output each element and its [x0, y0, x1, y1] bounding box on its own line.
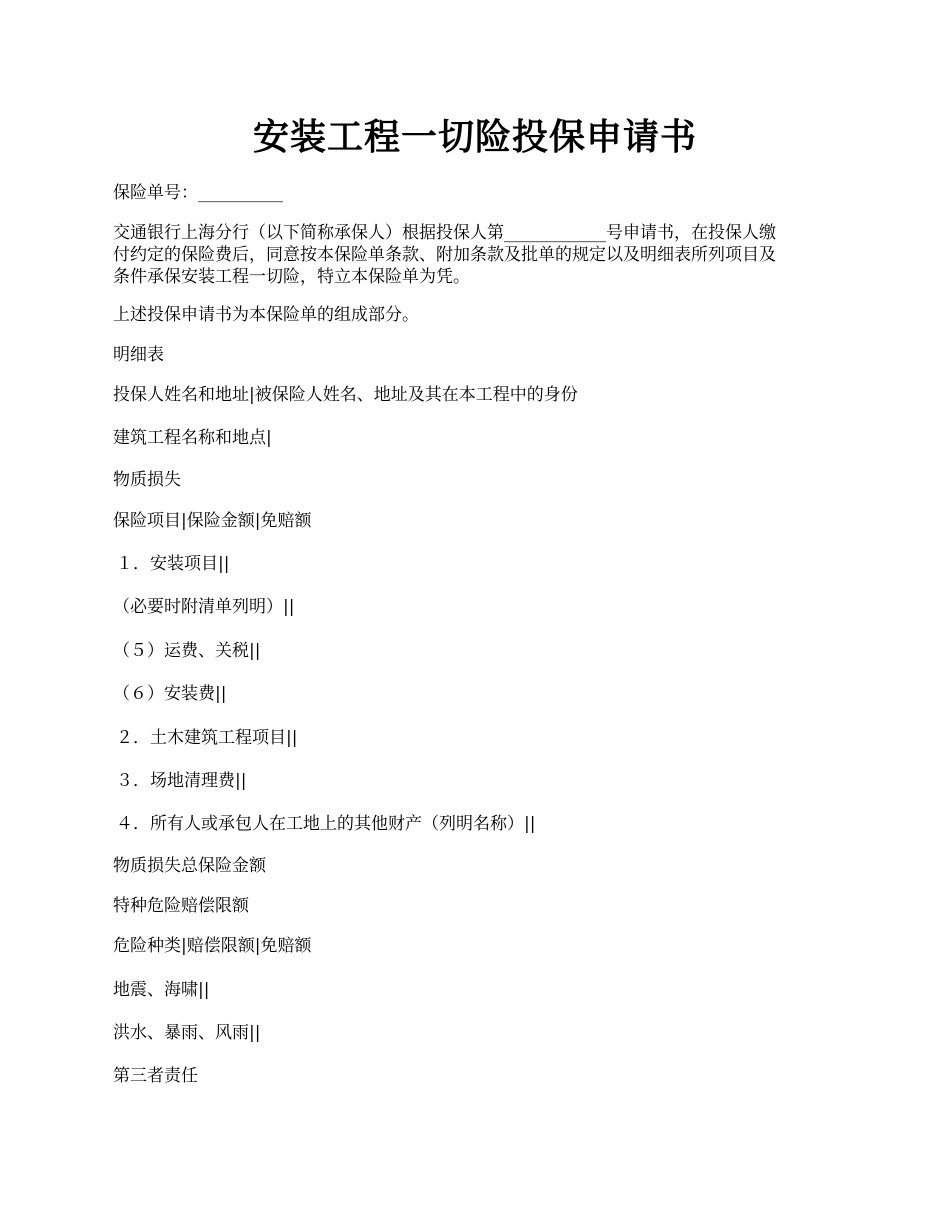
policy-number: 保险单号：__________ — [113, 183, 283, 203]
special-risk-heading: 特种危险赔偿限额 — [113, 896, 249, 916]
list-item: （必要时附清单列明）|| — [113, 597, 295, 617]
parties-row: 投保人姓名和地址|被保险人姓名、地址及其在本工程中的身份 — [113, 385, 578, 405]
list-item: （５）运费、关税|| — [113, 641, 261, 661]
material-loss-heading: 物质损失 — [113, 470, 181, 490]
intro-paragraph — [113, 222, 843, 288]
document-title: 安装工程一切险投保申请书 — [252, 116, 697, 158]
special-risk-header: 危险种类|赔偿限额|免赔额 — [113, 936, 312, 956]
third-party-heading: 第三者责任 — [113, 1066, 198, 1086]
list-item: 洪水、暴雨、风雨|| — [113, 1023, 261, 1043]
intro-line: 条件承保安装工程一切险，特立本保险单为凭。 — [113, 267, 470, 287]
total-material-loss: 物质损失总保险金额 — [113, 856, 266, 876]
list-item: ２．土木建筑工程项目|| — [116, 728, 298, 748]
list-item: ４．所有人或承包人在工地上的其他财产（列明名称）|| — [116, 814, 536, 834]
list-item: １．安装项目|| — [116, 554, 230, 574]
project-row: 建筑工程名称和地点| — [113, 428, 272, 448]
intro-line: 交通银行上海分行（以下简称承保人）根据投保人第____________号申请书，在投保人缴 — [113, 223, 776, 243]
list-item: 地震、海啸|| — [113, 980, 210, 1000]
list-item: （６）安装费|| — [113, 684, 227, 704]
schedule-heading: 明细表 — [113, 345, 164, 365]
material-loss-header: 保险项目|保险金额|免赔额 — [113, 511, 312, 531]
intro-line: 付约定的保险费后，同意按本保险单条款、附加条款及批单的规定以及明细表所列项目及 — [113, 245, 776, 265]
list-item: ３．场地清理费|| — [116, 771, 247, 791]
composition-statement: 上述投保申请书为本保险单的组成部分。 — [113, 305, 419, 325]
